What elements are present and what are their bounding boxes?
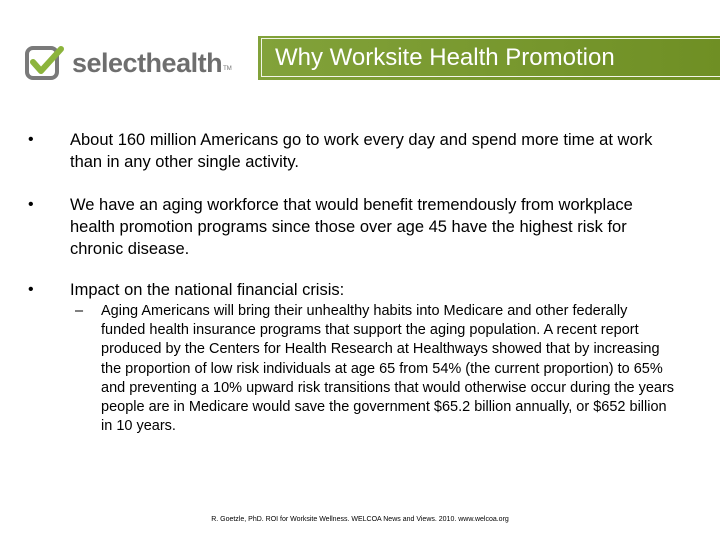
sub-bullet-marker: – [75,303,84,319]
bullet-marker: • [28,281,34,298]
bullet-text: Impact on the national financial crisis: [70,281,345,299]
logo-trademark: TM [223,66,232,72]
sub-bullet-text: Aging Americans will bring their unhealthy habits into Medicare and other federally funded health insurance programs that support the aging population. A recent report produced by the Centers for Health Research at Healthways showed that by increasing the proportion of low risk individuals at age 65 from 54% (the current proportion) to 65% and preventing a 10% upward risk transitions that would otherwise occur during the years people are in Medicare would save the government $65.2 billion annually, or $652 billion in 10 years. [101,303,675,435]
slide-title: Why Worksite Health Promotion [275,43,615,71]
checkmark-logo-icon [24,42,66,84]
logo-wordmark: selecthealth [72,48,223,78]
bullet-marker: • [28,131,34,148]
title-frame [261,38,720,77]
sub-bullet-item [75,302,675,436]
citation-footnote: R. Goetzle, PhD. ROI for Worksite Wellness. WELCOA News and Views. 2010. www.welcoa.org [211,516,509,523]
bullet-item [28,279,668,301]
bullet-item [28,194,668,260]
selecthealth-logo [24,42,232,84]
bullet-marker: • [28,196,34,213]
title-bar [258,36,720,80]
bullet-text: We have an aging workforce that would benefit tremendously from workplace health promotion programs since those over age 45 have the highest risk for chronic disease. [70,196,633,258]
bullet-text: About 160 million Americans go to work every day and spend more time at work than in any other single activity. [70,131,653,171]
bullet-item [28,129,668,173]
